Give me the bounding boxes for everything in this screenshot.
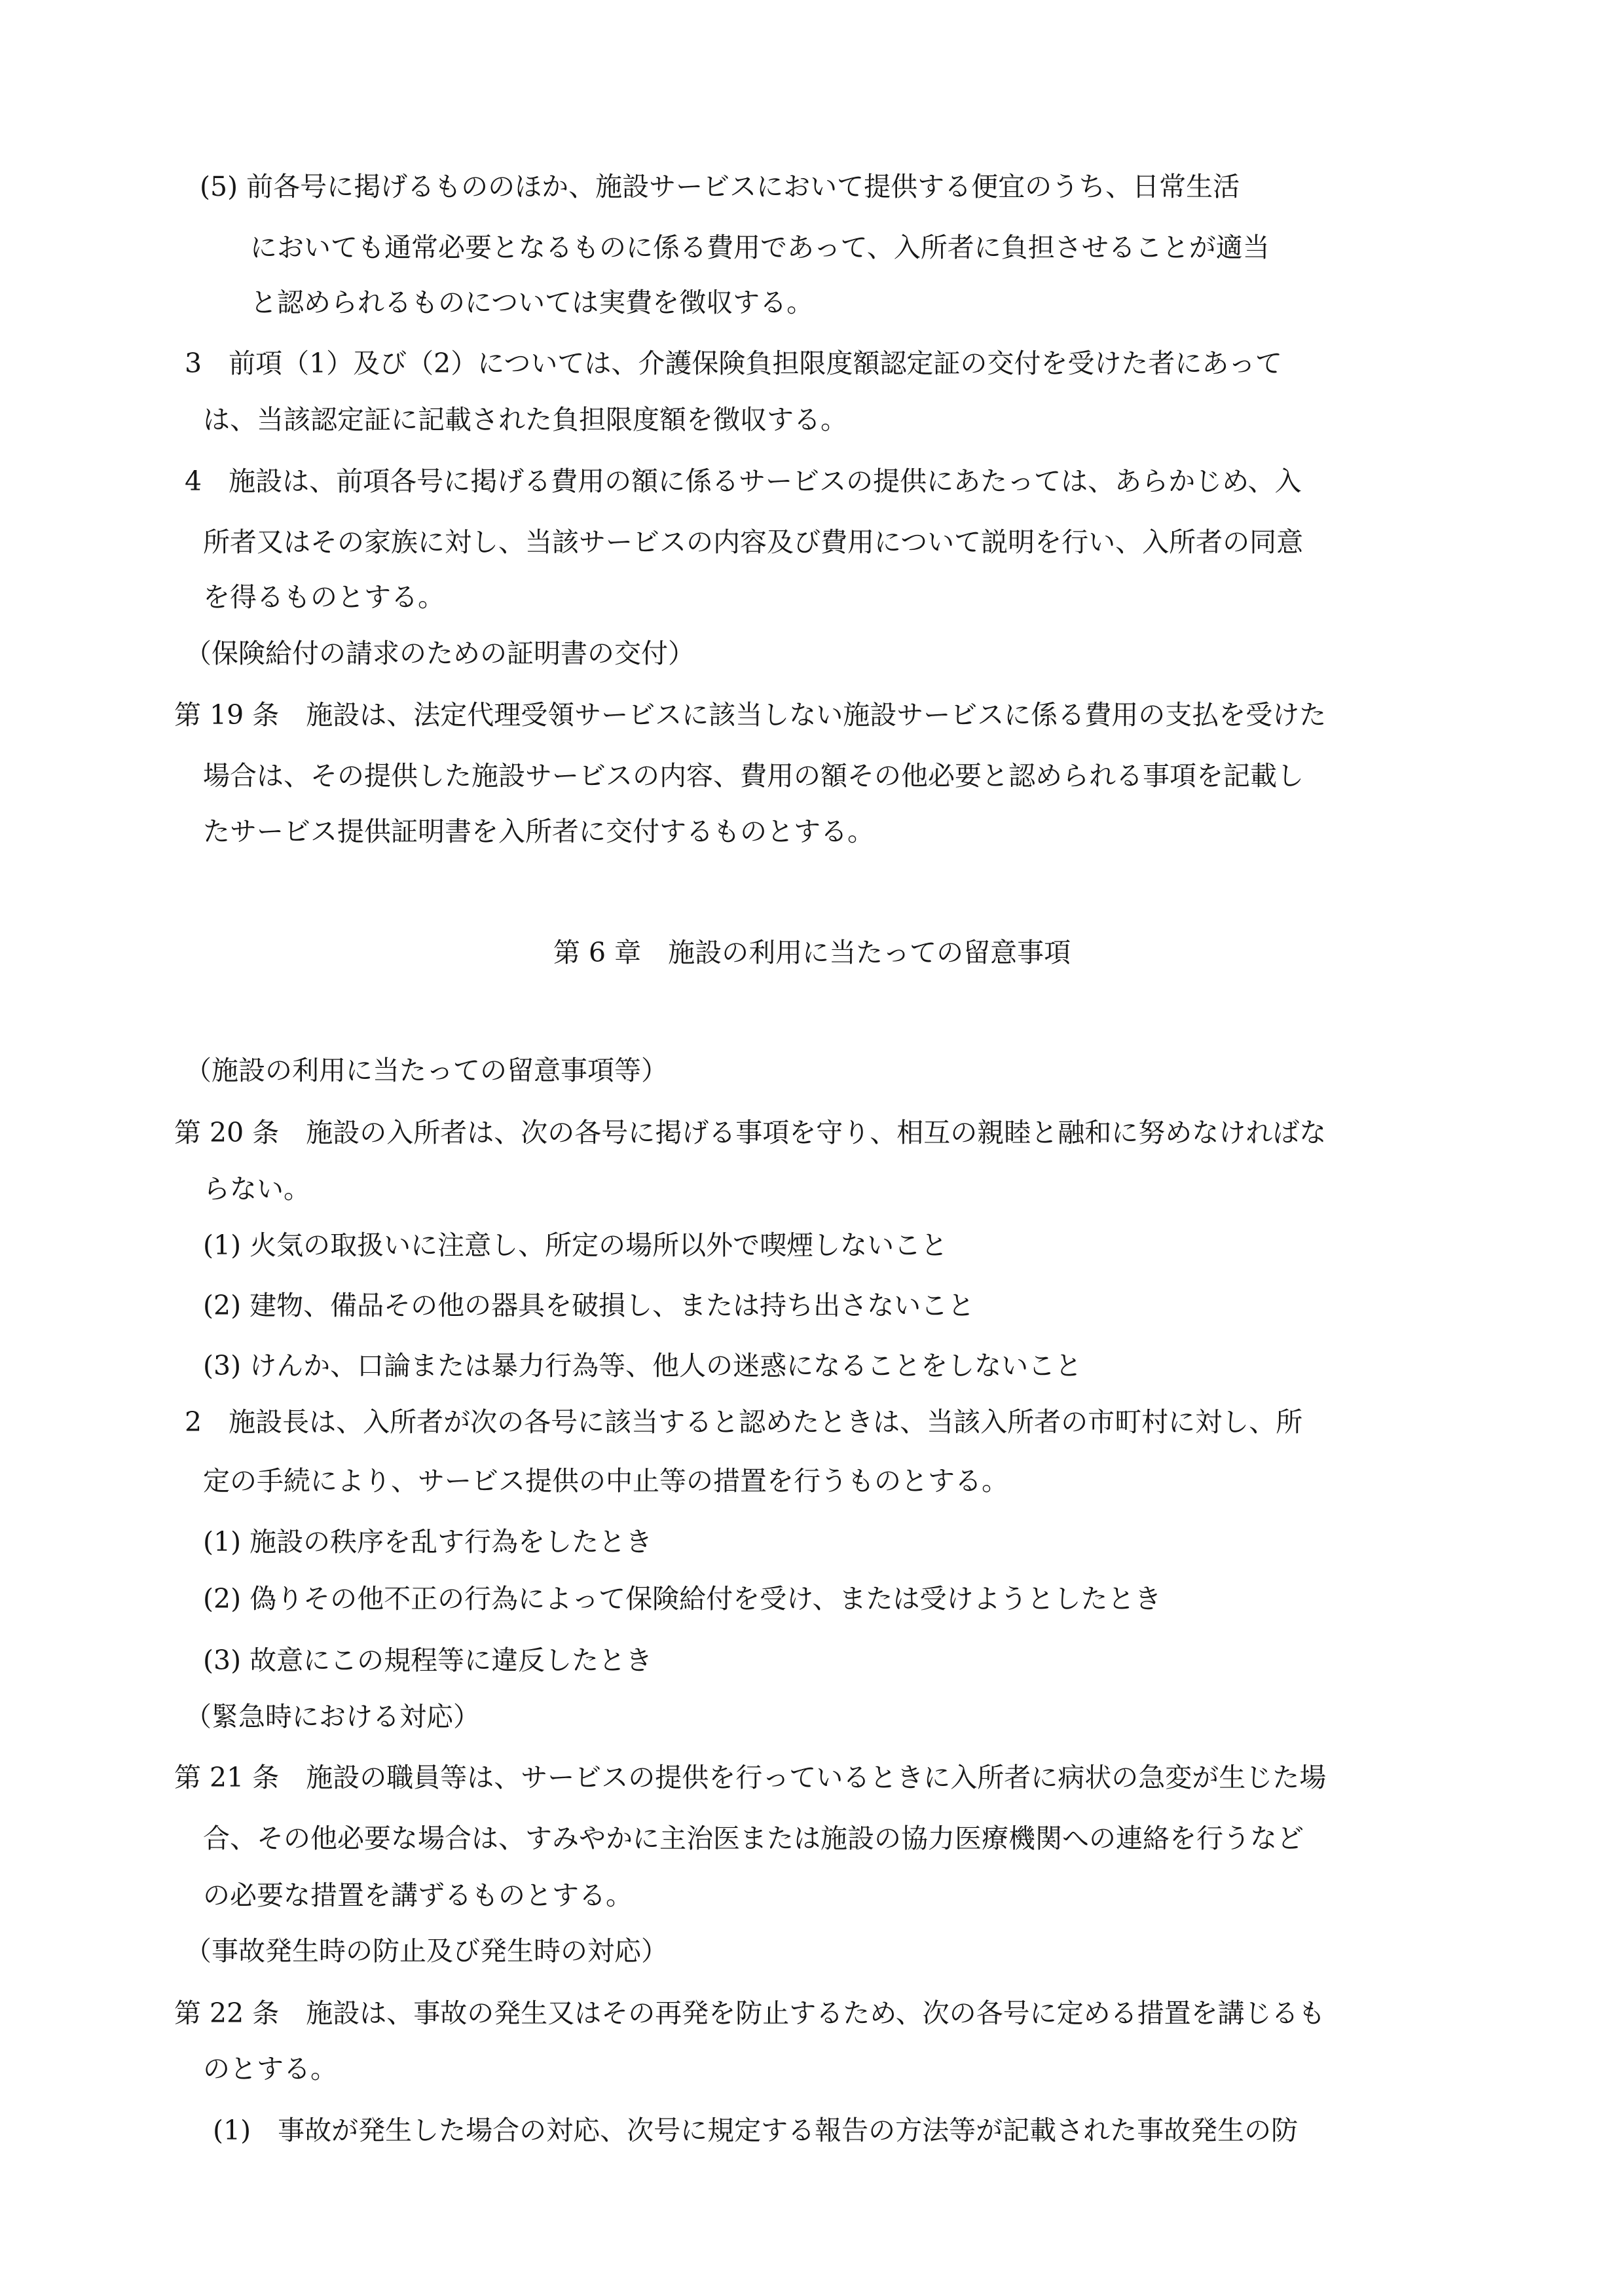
art21-line3: の必要な措置を講ずるものとする。 bbox=[203, 1880, 633, 1911]
art21-line2: 合、その他必要な場合は、すみやかに主治医または施設の協力医療機関への連絡を行うなど bbox=[203, 1823, 1304, 1854]
chapter6-title: 第 6 章 施設の利用に当たっての留意事項 bbox=[553, 937, 1071, 968]
para3-line2: は、当該認定証に記載された負担限度額を徴収する。 bbox=[203, 404, 847, 435]
art19-heading: （保険給付の請求のための証明書の交付） bbox=[185, 638, 695, 669]
art22-heading: （事故発生時の防止及び発生時の対応） bbox=[185, 1935, 668, 1967]
art19-line3: たサービス提供証明書を入所者に交付するものとする。 bbox=[203, 816, 874, 847]
art21-line1: 第 21 条 施設の職員等は、サービスの提供を行っているときに入所者に病状の急変が生じた場 bbox=[174, 1762, 1327, 1793]
item5-line3: と認められるものについては実費を徴収する。 bbox=[250, 287, 814, 318]
art22-item1: (1) 事故が発生した場合の対応、次号に規定する報告の方法等が記載された事故発生の防 bbox=[213, 2115, 1299, 2146]
para4-line1: 4 施設は、前項各号に掲げる費用の額に係るサービスの提供にあたっては、あらかじめ、入 bbox=[185, 465, 1302, 497]
para4-line3: を得るものとする。 bbox=[203, 581, 445, 613]
para4-line2: 所者又はその家族に対し、当該サービスの内容及び費用について説明を行い、入所者の同意 bbox=[203, 526, 1304, 558]
para3-line1: 3 前項（1）及び（2）については、介護保険負担限度額認定証の交付を受けた者にあって bbox=[185, 348, 1283, 379]
art20-para2-item: (3) 故意にこの規程等に違反したとき bbox=[203, 1645, 653, 1676]
art22-line2: のとする。 bbox=[203, 2053, 337, 2085]
art20-para2-item: (2) 偽りその他不正の行為によって保険給付を受け、または受けようとしたとき bbox=[203, 1583, 1162, 1614]
art20-para2-line1: 2 施設長は、入所者が次の各号に該当すると認めたときは、当該入所者の市町村に対し、所 bbox=[185, 1406, 1303, 1438]
art21-heading: （緊急時における対応） bbox=[185, 1701, 480, 1732]
item5-line2: においても通常必要となるものに係る費用であって、入所者に負担させることが適当 bbox=[250, 232, 1270, 263]
art20-item: (1) 火気の取扱いに注意し、所定の場所以外で喫煙しないこと bbox=[203, 1230, 948, 1261]
art20-item: (2) 建物、備品その他の器具を破損し、または持ち出さないこと bbox=[203, 1290, 975, 1321]
item5-line1: (5) 前各号に掲げるもののほか、施設サービスにおいて提供する便宜のうち、日常生活 bbox=[200, 171, 1240, 202]
art20-para2-item: (1) 施設の秩序を乱す行為をしたとき bbox=[203, 1526, 653, 1558]
art19-line1: 第 19 条 施設は、法定代理受領サービスに該当しない施設サービスに係る費用の支払を受けた bbox=[174, 699, 1327, 731]
art20-para2-line2: 定の手続により、サービス提供の中止等の措置を行うものとする。 bbox=[203, 1465, 1008, 1497]
art22-line1: 第 22 条 施設は、事故の発生又はその再発を防止するため、次の各号に定める措置を講じるも bbox=[174, 1997, 1325, 2029]
art20-item: (3) けんか、口論または暴力行為等、他人の迷惑になることをしないこと bbox=[203, 1350, 1082, 1381]
art20-heading: （施設の利用に当たっての留意事項等） bbox=[185, 1055, 668, 1086]
art20-line2: らない。 bbox=[203, 1173, 310, 1205]
art19-line2: 場合は、その提供した施設サービスの内容、費用の額その他必要と認められる事項を記載し bbox=[203, 760, 1304, 792]
art20-line1: 第 20 条 施設の入所者は、次の各号に掲げる事項を守り、相互の親睦と融和に努めなければな bbox=[174, 1117, 1327, 1148]
